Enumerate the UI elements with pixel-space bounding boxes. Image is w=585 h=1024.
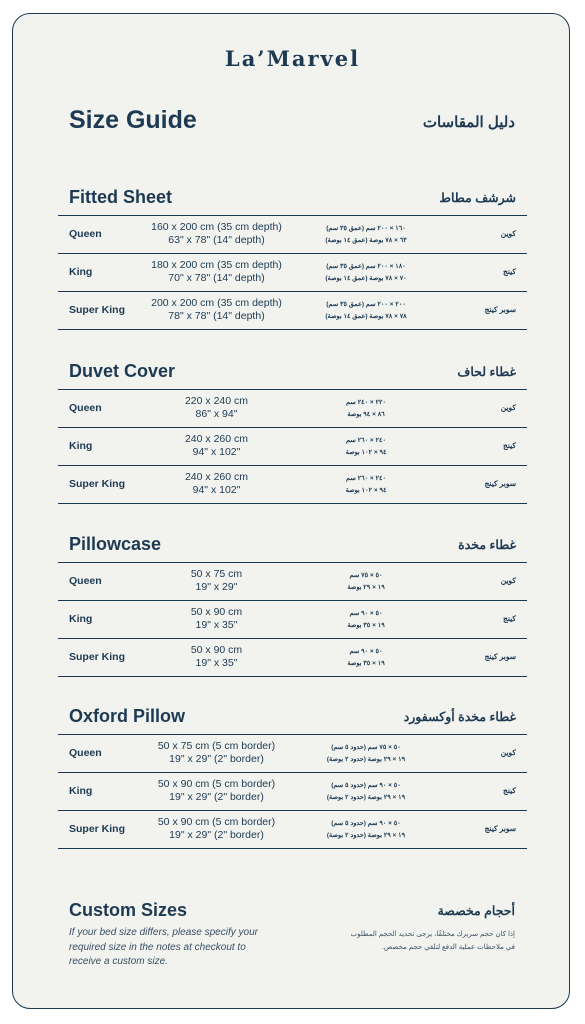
size-table [58,389,527,504]
custom-sizes-title: Custom Sizes [69,900,188,920]
dimension-imperial-arabic: ١٩ × ٢٩ بوصة (حدود ٢ بوصة) [326,832,406,839]
size-label: Queen [69,747,102,759]
size-label: Queen [69,402,102,414]
table-row [58,254,527,292]
size-guide-card [12,13,570,1009]
section-title: Duvet Cover [69,361,176,381]
table-row [58,773,527,811]
size-label: Super King [69,304,126,316]
dimension-imperial-arabic: ١٩ × ٢٩ بوصة (حدود ٢ بوصة) [326,794,406,801]
size-table [58,562,527,677]
custom-sizes-note: If your bed size differs, please specify your required size in the notes at checkout to receive a custom size. [69,927,258,967]
size-label-arabic: كوين [500,576,516,585]
dimension-metric: 50 x 90 cm (5 cm border) [157,778,276,790]
dimension-metric: 200 x 200 cm (35 cm depth) [151,297,282,309]
dimension-metric: 160 x 200 cm (35 cm depth) [151,221,282,233]
dimension-metric-arabic: ١٦٠ × ٢٠٠ سم (عمق ٣٥ سم) [326,225,406,232]
dimension-metric: 220 x 240 cm [184,395,249,407]
size-section [58,534,527,677]
size-label-arabic: كينج [503,614,516,623]
dimension-metric-arabic: ٢٤٠ × ٢٦٠ سم [346,475,386,482]
brand-logo: La’Marvel [224,46,361,71]
dimension-imperial-arabic: ١٩ × ٢٩ بوصة [347,584,385,591]
section-title: Fitted Sheet [69,187,173,207]
dimension-imperial-arabic: ٧٠ × ٧٨ بوصة (عمق ١٤ بوصة) [325,275,407,282]
size-dimensions [138,395,295,421]
size-label-arabic: سوبر كينج [484,824,516,833]
dimension-imperial: 19" x 35" [195,657,238,669]
dimension-metric-arabic: ٥٠ × ٩٠ سم [349,610,383,617]
dimension-imperial-arabic: ٦٣ × ٧٨ بوصة (عمق ١٤ بوصة) [325,237,407,244]
size-label: King [69,440,93,452]
size-dimensions-arabic [320,223,412,247]
page-title: Size Guide [69,106,197,134]
dimension-metric-arabic: ٥٠ × ٩٠ سم (حدود ٥ سم) [331,820,401,827]
table-row [58,428,527,466]
dimension-imperial: 19" x 35" [195,619,238,631]
section-title-arabic: غطاء مخدة [458,538,516,552]
section-title-arabic: غطاء مخدة أوكسفورد [403,710,516,724]
size-label: Queen [69,575,102,587]
dimension-imperial: 19" x 29" (2" border) [169,753,264,765]
size-dimensions [138,433,295,459]
size-label: Super King [69,823,126,835]
size-dimensions-arabic [320,261,412,285]
dimension-imperial: 70" x 78" (14" depth) [168,272,265,284]
size-dimensions [138,297,295,323]
size-label: Queen [69,228,102,240]
size-dimensions [138,778,295,804]
size-label-arabic: سوبر كينج [484,305,516,314]
dimension-metric: 50 x 90 cm [190,606,243,618]
dimension-metric: 240 x 260 cm [184,433,249,445]
table-row [58,216,527,254]
dimension-imperial-arabic: ٩٤ × ١٠٢ بوصة [345,487,387,494]
size-dimensions [138,606,295,632]
section-title: Oxford Pillow [69,706,186,726]
size-section [58,706,527,849]
dimension-metric-arabic: ١٨٠ × ٢٠٠ سم (عمق ٣٥ سم) [326,263,406,270]
section-title-arabic: شرشف مطاط [439,191,516,205]
table-row [58,639,527,677]
size-dimensions [138,568,295,594]
dimension-metric-arabic: ٥٠ × ٧٥ سم [349,572,383,579]
dimension-metric: 50 x 75 cm [190,568,243,580]
dimension-metric: 50 x 90 cm [190,644,243,656]
dimension-imperial: 94" x 102" [192,484,241,496]
size-label-arabic: كوين [500,229,516,238]
size-dimensions-arabic [320,435,412,459]
dimension-metric: 180 x 200 cm (35 cm depth) [151,259,282,271]
size-label: King [69,613,93,625]
size-dimensions-arabic [320,608,412,632]
dimension-metric: 240 x 260 cm [184,471,249,483]
size-table [58,734,527,849]
size-label-arabic: كينج [503,441,516,450]
size-label-arabic: كوين [500,748,516,757]
custom-sizes-note-arabic: إذا كان حجم سريرك مختلفًا، يرجى تحديد الحجم المطلوب في ملاحظات عملية الدفع لتلقي حجم مخصص. [350,931,515,951]
table-row [58,601,527,639]
dimension-imperial-arabic: ٩٤ × ١٠٢ بوصة [345,449,387,456]
size-label-arabic: كينج [503,786,516,795]
size-label-arabic: سوبر كينج [484,652,516,661]
size-dimensions [138,740,295,766]
dimension-metric-arabic: ٢٠٠ × ٢٠٠ سم (عمق ٣٥ سم) [326,301,406,308]
dimension-metric-arabic: ٥٠ × ٧٥ سم (حدود ٥ سم) [331,744,401,751]
size-label: King [69,785,93,797]
size-label-arabic: سوبر كينج [484,479,516,488]
size-dimensions-arabic [320,397,412,421]
size-dimensions-arabic [320,473,412,497]
size-section [58,187,527,330]
table-row [58,292,527,330]
dimension-imperial: 86" x 94" [195,408,238,420]
size-dimensions-arabic [320,570,412,594]
dimension-imperial: 94" x 102" [192,446,241,458]
table-row [58,811,527,849]
size-label-arabic: كوين [500,403,516,412]
dimension-imperial-arabic: ١٩ × ٣٥ بوصة [347,622,385,629]
size-dimensions [138,816,295,842]
size-label: King [69,266,93,278]
dimension-metric-arabic: ٥٠ × ٩٠ سم [349,648,383,655]
section-title-arabic: غطاء لحاف [457,365,516,379]
dimension-imperial: 19" x 29" (2" border) [169,829,264,841]
dimension-imperial-arabic: ٧٨ × ٧٨ بوصة (عمق ١٤ بوصة) [325,313,407,320]
size-dimensions-arabic [320,299,412,323]
section-header [58,706,527,734]
custom-sizes-title-arabic: أحجام مخصصة [437,904,515,918]
table-row [58,735,527,773]
size-label: Super King [69,651,126,663]
table-row [58,563,527,601]
dimension-imperial: 19" x 29" [195,581,238,593]
size-dimensions [138,471,295,497]
table-row [58,466,527,504]
section-title: Pillowcase [69,534,162,554]
table-row [58,390,527,428]
size-dimensions-arabic [320,780,412,804]
dimension-metric-arabic: ٢٢٠ × ٢٤٠ سم [346,399,386,406]
dimension-imperial: 78" x 78" (14" depth) [168,310,265,322]
size-dimensions-arabic [320,646,412,670]
size-dimensions [138,644,295,670]
dimension-metric: 50 x 75 cm (5 cm border) [157,740,276,752]
size-table [58,215,527,330]
dimension-metric-arabic: ٢٤٠ × ٢٦٠ سم [346,437,386,444]
size-dimensions [138,259,295,285]
dimension-imperial: 19" x 29" (2" border) [169,791,264,803]
section-header [58,361,527,389]
dimension-metric-arabic: ٥٠ × ٩٠ سم (حدود ٥ سم) [331,782,401,789]
dimension-metric: 50 x 90 cm (5 cm border) [157,816,276,828]
section-header [58,534,527,562]
size-label-arabic: كينج [503,267,516,276]
size-dimensions [138,221,295,247]
size-section [58,361,527,504]
dimension-imperial-arabic: ١٩ × ٢٩ بوصة (حدود ٢ بوصة) [326,756,406,763]
size-label: Super King [69,478,126,490]
dimension-imperial: 63" x 78" (14" depth) [168,234,265,246]
section-header [58,187,527,215]
dimension-imperial-arabic: ١٩ × ٣٥ بوصة [347,660,385,667]
dimension-imperial-arabic: ٨٦ × ٩٤ بوصة [347,411,385,418]
size-dimensions-arabic [320,742,412,766]
size-dimensions-arabic [320,818,412,842]
page-title-arabic: دليل المقاسات [422,114,515,131]
